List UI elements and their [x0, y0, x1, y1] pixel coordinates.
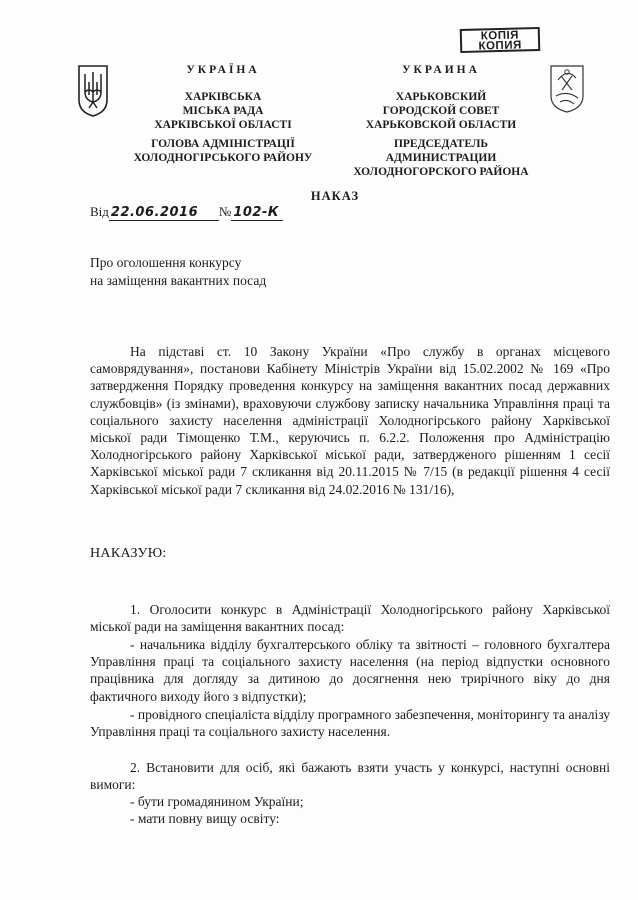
header-ua-head-line-1: ГОЛОВА АДМІНІСТРАЦІЇ [151, 138, 295, 150]
header-ua-council [128, 90, 318, 132]
document-title: НАКАЗ [310, 189, 360, 203]
header-ua-head-line-2: ХОЛОДНОГІРСЬКОГО РАЙОНУ [133, 152, 313, 164]
header-ua-council-line-1: ХАРКІВСЬКА [184, 91, 262, 103]
header-ru-council [346, 90, 536, 132]
header-ru-council-line-2: ГОРОДСКОЙ СОВЕТ [382, 105, 500, 117]
header-ua-council-line-2: МІСЬКА РАДА [182, 105, 264, 117]
kharkiv-coat-of-arms-icon [548, 62, 586, 114]
header-ua-country-text: УКРАЇНА [186, 64, 260, 76]
header-ru-head [346, 137, 536, 179]
header-ua-council-line-3: ХАРКІВСЬКОЇ ОБЛАСТІ [154, 119, 292, 131]
stamp-line-1: КОПІЯ [480, 29, 520, 43]
subject-line-1: Про оголошення конкурсу [90, 255, 242, 270]
date-number-line [90, 204, 283, 221]
item-1-paragraph: 1. Оголосити конкурс в Адміністрації Холодногірського району Харківської міської ради на заміщення вакантних посад: [90, 602, 610, 635]
item-2b-paragraph: - мати повну вищу освіту: [130, 811, 280, 826]
header-ru-council-line-1: ХАРЬКОВСКИЙ [395, 91, 487, 103]
order-subject [90, 254, 266, 290]
header-ua-country [128, 63, 318, 77]
item-2a-paragraph: - бути громадянином України; [130, 794, 304, 809]
ukraine-trident-icon [76, 62, 110, 118]
item-2-paragraph: 2. Встановити для осіб, які бажають взяти участь у конкурсі, наступні основні вимоги: [90, 760, 610, 793]
header-ru-country-text: УКРАИНА [402, 64, 480, 76]
header-ru-head-line-2: ХОЛОДНОГОРСКОГО РАЙОНА [353, 166, 529, 178]
header-ru-head-line-1: ПРЕДСЕДАТЕЛЬ АДМИНИСТРАЦИИ [385, 138, 497, 164]
subject-line-2: на заміщення вакантних посад [90, 273, 267, 288]
item-1a-paragraph: - начальника відділу бухгалтерського обліку та звітності – головного бухгалтера Управління праці та соціального захисту населення (на період відпустки основного працівника для догляду за дитиною до досягнення нею трирічного віку до дня фактичного виходу його з відпустки); [90, 637, 610, 704]
order-word: НАКАЗУЮ: [90, 546, 167, 561]
order-date: 22.06.2016 [109, 205, 219, 221]
item-1b-paragraph: - провідного спеціаліста відділу програмного забезпечення, моніторингу та аналізу Управління праці та соціального захисту населення. [90, 707, 610, 740]
number-label: № [218, 204, 232, 219]
stamp-line-2: КОПИЯ [478, 39, 522, 53]
header-ua-head [128, 137, 318, 165]
header-ru-country [346, 63, 536, 77]
copy-stamp [460, 27, 541, 53]
date-label: Від [90, 204, 109, 219]
header-ru-council-line-3: ХАРЬКОВСКОЙ ОБЛАСТИ [365, 119, 517, 131]
preamble-paragraph: На підставі ст. 10 Закону України «Про службу в органах місцевого самоврядування», постанови Кабінету Міністрів України від 15.02.2002 № 169 «Про затвердження Порядку проведення конкурсу на заміщення вакантних посад державних службовців» (із змінами), враховуючи службову записку начальника Управління праці та соціального захисту населення адміністрації Холодногірського району Харківської міської ради Тімощенко Т.М., керуючись п. 6.2.2. Положення про Адміністрацію Холодногірського району Харківської міської ради, затвердженого рішенням 1 сесії Харківської міської ради 7 скликання від 20.11.2015 № 7/15 (в редакції рішення 4 сесії Харківської міської ради 7 скликання від 24.02.2016 № 131/16), [90, 344, 610, 497]
order-number: 102-К [231, 205, 283, 221]
